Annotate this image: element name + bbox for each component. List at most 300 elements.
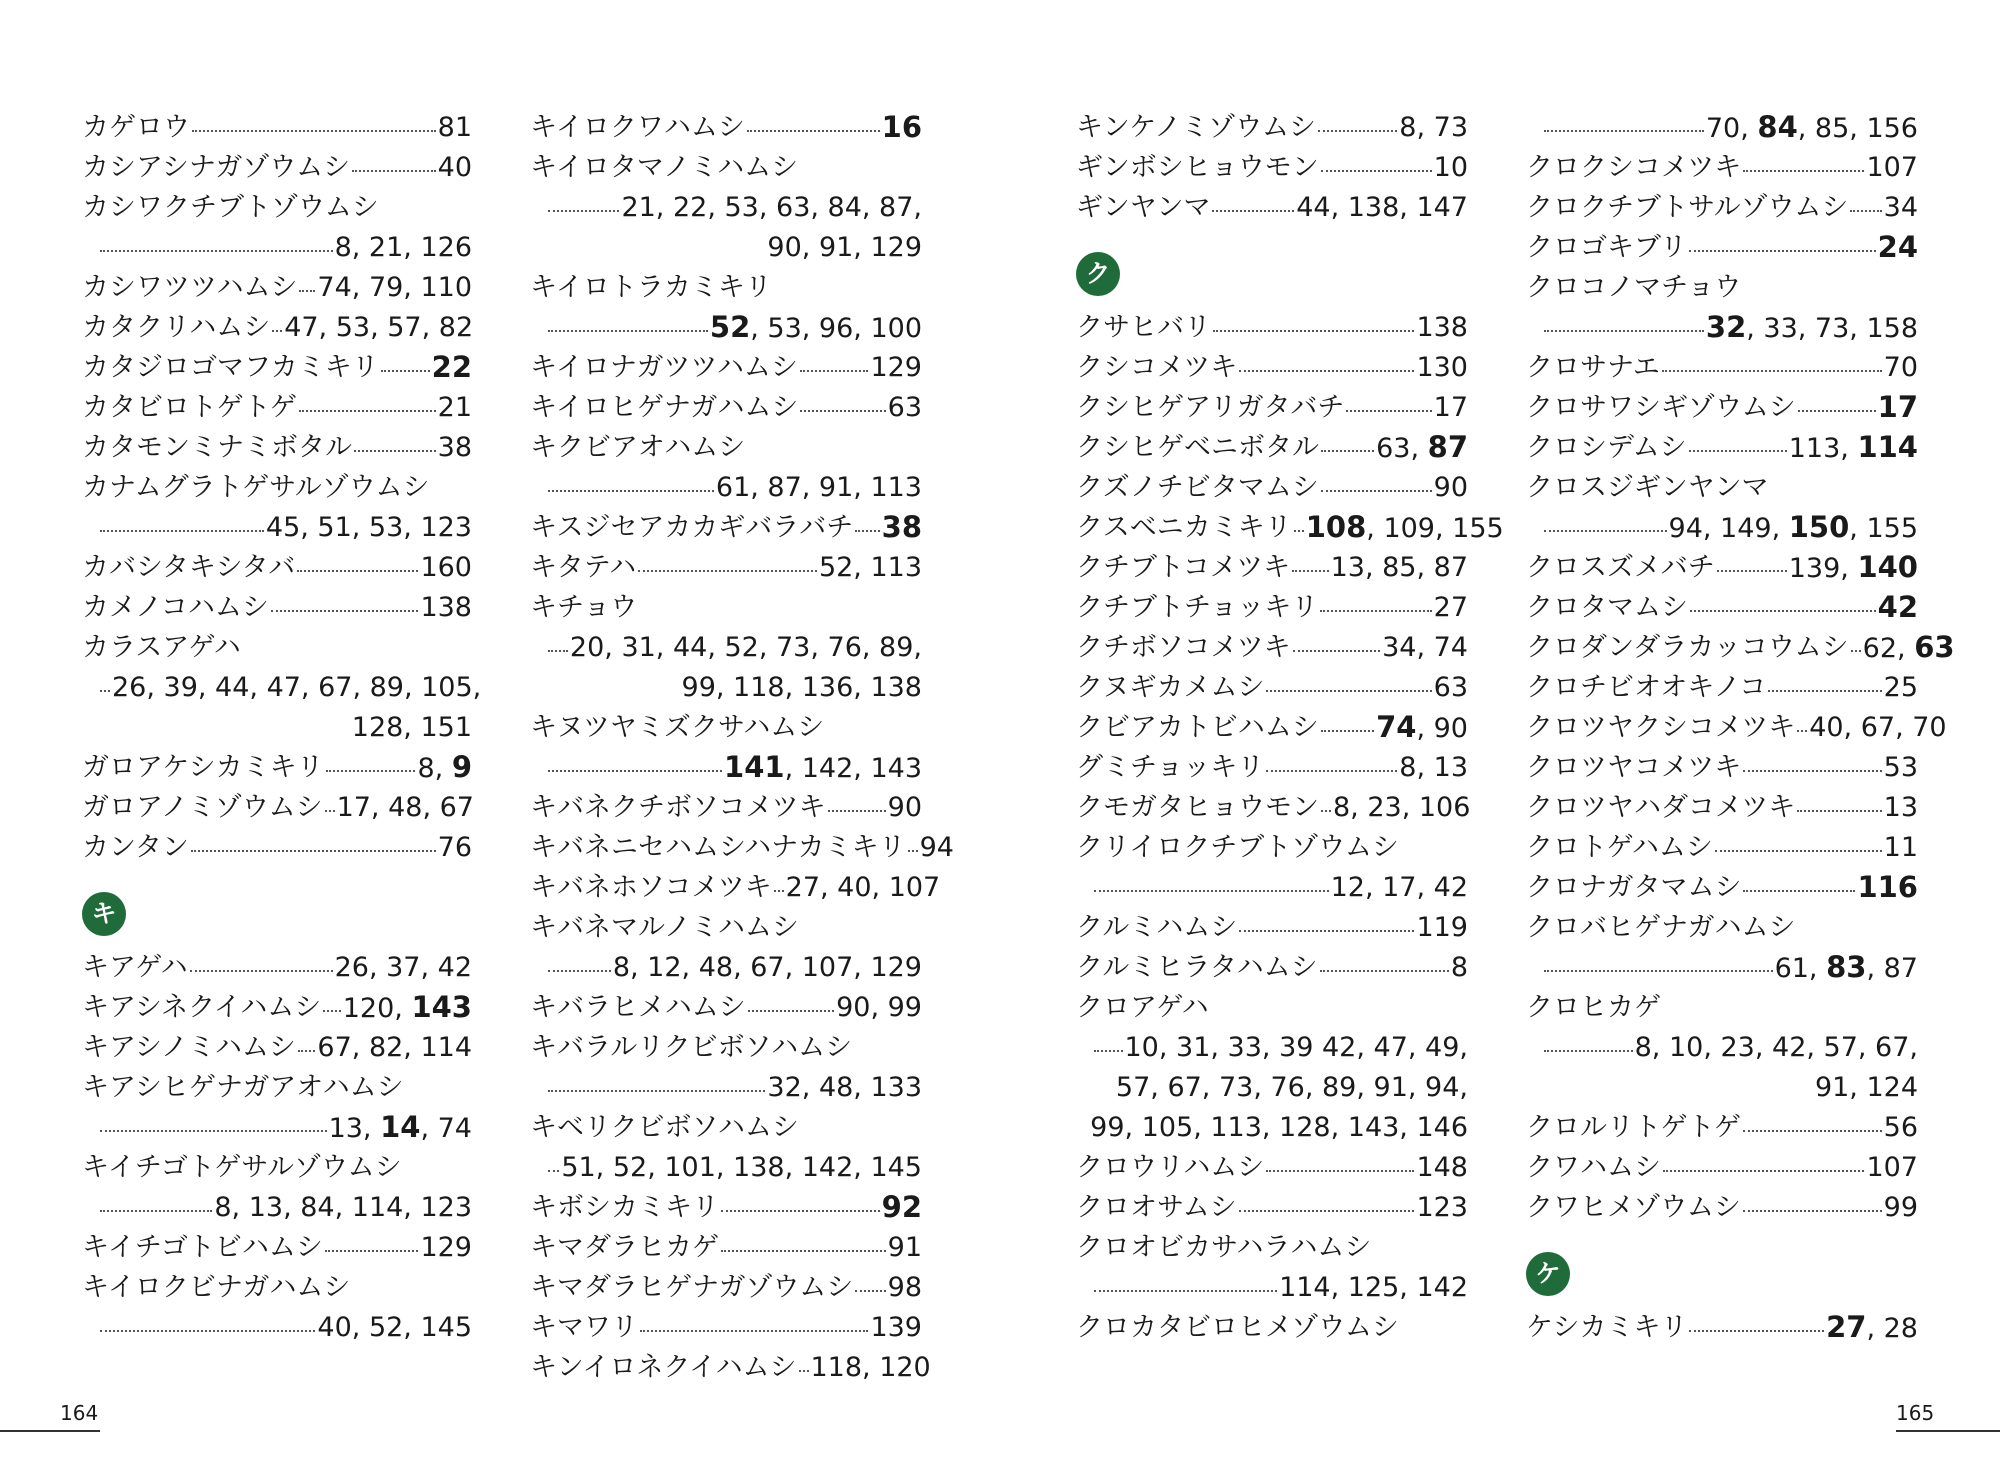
entry-name: カシワツツハムシ	[82, 272, 298, 303]
entry-name: クロナガタマムシ	[1526, 872, 1742, 903]
dot-leader	[1239, 370, 1414, 372]
index-entry	[82, 428, 472, 468]
index-entry	[1076, 468, 1468, 508]
page-refs	[438, 148, 472, 188]
entry-name: ガロアケシカミキリ	[82, 752, 324, 783]
page-refs	[438, 388, 472, 428]
entry-name: クロバヒゲナガハムシ	[1526, 912, 1796, 943]
page-ref: 90, 99	[836, 992, 922, 1023]
page-refs	[870, 1308, 922, 1348]
page-ref: 76	[437, 832, 472, 863]
entry-name: カナムグラトゲサルゾウムシ	[82, 472, 430, 503]
page-refs	[724, 747, 922, 789]
index-entry-continuation	[1076, 1068, 1468, 1108]
page-ref: 8, 23, 106	[1333, 792, 1471, 823]
index-entry	[1076, 988, 1468, 1028]
entry-name: クモガタヒョウモン	[1076, 792, 1319, 823]
index-entry	[530, 1188, 922, 1228]
page-ref-main: 16	[881, 110, 922, 144]
page-ref: 32, 48, 133	[767, 1072, 922, 1103]
dot-leader	[800, 410, 885, 412]
page-refs	[1809, 708, 1946, 748]
page-ref: 94	[919, 832, 954, 863]
index-column-2	[530, 108, 954, 1388]
dot-leader	[100, 1130, 327, 1132]
page-ref-main: 83	[1826, 950, 1867, 984]
dot-leader	[1294, 530, 1304, 532]
dot-leader	[323, 1010, 341, 1012]
index-entry	[1076, 148, 1468, 188]
page-refs	[1399, 748, 1468, 788]
page-refs	[1416, 908, 1468, 948]
entry-name: クロカタビロヒメゾウムシ	[1076, 1312, 1399, 1343]
dot-leader	[721, 1250, 886, 1252]
dot-leader	[192, 130, 436, 132]
index-entry-continuation	[1526, 108, 1918, 148]
page-refs	[836, 988, 922, 1028]
index-entry	[82, 468, 472, 508]
dot-leader	[100, 690, 110, 692]
dot-leader	[1544, 1050, 1633, 1052]
page-refs	[570, 628, 922, 668]
page-ref: , 87	[1866, 953, 1918, 984]
page-ref: 63	[1433, 672, 1468, 703]
entry-name: ケシカミキリ	[1526, 1312, 1688, 1343]
section-badge: キ	[82, 892, 126, 936]
page-refs	[1775, 947, 1918, 989]
page-ref: 40, 67, 70	[1809, 712, 1947, 743]
page-ref: 8, 73	[1399, 112, 1468, 143]
dot-leader	[190, 970, 333, 972]
entry-name: キイロクワハムシ	[530, 112, 745, 143]
dot-leader	[1690, 610, 1876, 612]
section-heading	[82, 868, 472, 948]
index-entry	[1076, 668, 1468, 708]
entry-name: ギンヤンマ	[1076, 192, 1211, 223]
page-refs	[1635, 1028, 1918, 1068]
page-ref: 45, 51, 53, 123	[265, 512, 472, 543]
section-badge: ケ	[1526, 1252, 1570, 1296]
page-refs	[1815, 1068, 1918, 1108]
page-refs	[786, 868, 941, 908]
index-entry	[1076, 1148, 1468, 1188]
page-ref: 20, 31, 44, 52, 73, 76, 89,	[569, 632, 922, 663]
entry-name: カタモンミナミボタル	[82, 432, 352, 463]
entry-name: クロクシコメツキ	[1526, 152, 1742, 183]
page-refs	[767, 228, 922, 268]
page-rule-left	[0, 1430, 100, 1432]
dot-leader	[354, 450, 436, 452]
page-ref: 8, 10, 23, 42, 57, 67,	[1634, 1032, 1918, 1063]
dot-leader	[1797, 810, 1881, 812]
page-ref-main: 32	[1705, 310, 1747, 344]
entry-name: クロトゲハムシ	[1526, 832, 1713, 863]
entry-name: カバシタキシタバ	[82, 552, 296, 583]
entry-name: キアシネクイハムシ	[82, 992, 322, 1023]
index-entry-continuation	[530, 948, 922, 988]
page-ref: , 74	[420, 1113, 472, 1144]
dot-leader	[1094, 1050, 1123, 1052]
page-ref: 38	[437, 432, 472, 463]
page-ref: 17, 48, 67	[336, 792, 474, 823]
page-ref: 139	[870, 1312, 922, 1343]
index-entry	[1526, 548, 1918, 588]
dot-leader	[297, 570, 418, 572]
dot-leader	[1213, 330, 1414, 332]
entry-name: クサヒバリ	[1076, 312, 1211, 343]
page-refs	[1331, 868, 1468, 908]
page-refs	[1416, 1148, 1468, 1188]
index-entry	[82, 748, 472, 788]
dot-leader	[747, 130, 880, 132]
index-entry-continuation	[530, 228, 922, 268]
entry-name: クロツヤハダコメツキ	[1526, 792, 1796, 823]
page-refs	[1416, 308, 1468, 348]
page-ref-main: 22	[431, 350, 472, 384]
page-refs	[882, 1187, 922, 1229]
entry-name: キアゲハ	[82, 952, 188, 983]
index-entry	[1526, 788, 1918, 828]
page-refs	[420, 548, 472, 588]
page-ref: 51, 52, 101, 138, 142, 145	[561, 1152, 922, 1183]
page-ref: , 109, 155	[1366, 513, 1504, 544]
page-refs	[613, 948, 922, 988]
dot-leader	[1346, 410, 1431, 412]
dot-leader	[1239, 930, 1414, 932]
page-refs	[1669, 507, 1918, 549]
index-entry	[530, 548, 922, 588]
index-entry-continuation	[1076, 1108, 1468, 1148]
index-entry-continuation	[1076, 1268, 1468, 1308]
entry-name: クチブトコメツキ	[1076, 552, 1291, 583]
page-ref: 10, 31, 33, 39 42, 47, 49,	[1124, 1032, 1468, 1063]
page-refs	[767, 1068, 922, 1108]
entry-name: クロサワシギゾウムシ	[1526, 392, 1796, 423]
index-entry	[530, 788, 922, 828]
dot-leader	[855, 530, 879, 532]
index-entry	[1526, 268, 1918, 308]
entry-name: キマワリ	[530, 1312, 638, 1343]
page-ref: 114, 125, 142	[1279, 1272, 1468, 1303]
dot-leader	[855, 1290, 885, 1292]
entry-name: クスベニカミキリ	[1076, 512, 1292, 543]
index-entry	[1526, 588, 1918, 628]
page-ref: 107	[1866, 152, 1918, 183]
entry-name: クロタマムシ	[1526, 592, 1688, 623]
page-ref-main: 141	[724, 750, 785, 784]
entry-name: カタクリハムシ	[82, 312, 271, 343]
index-entry	[82, 1028, 472, 1068]
page-ref: , 33, 73, 158	[1746, 313, 1918, 344]
entry-name: カシワクチブトゾウムシ	[82, 192, 379, 223]
page-refs	[1884, 668, 1918, 708]
dot-leader	[191, 850, 436, 852]
page-refs	[112, 668, 481, 708]
dot-leader	[1266, 770, 1397, 772]
entry-name: クワハムシ	[1526, 1152, 1661, 1183]
page-ref: 113,	[1788, 433, 1858, 464]
index-entry	[82, 148, 472, 188]
entry-name: クチブトチョッキリ	[1076, 592, 1319, 623]
page-ref: 44, 138, 147	[1296, 192, 1468, 223]
page-ref-main: 84	[1757, 110, 1798, 144]
page-ref: 99, 105, 113, 128, 143, 146	[1090, 1112, 1468, 1143]
index-entry	[82, 988, 472, 1028]
dot-leader	[548, 330, 708, 332]
index-entry	[82, 1268, 472, 1308]
page-ref-main: 150	[1788, 510, 1850, 544]
dot-leader	[1212, 210, 1294, 212]
page-ref: 90	[887, 792, 922, 823]
index-entry	[530, 108, 922, 148]
dot-leader	[1320, 970, 1449, 972]
entry-name: キボシカミキリ	[530, 1192, 719, 1223]
page-refs	[888, 1228, 922, 1268]
index-entry-continuation	[1076, 1028, 1468, 1068]
page-ref: 17	[1433, 392, 1468, 423]
page-refs	[888, 1268, 922, 1308]
index-entry	[82, 348, 472, 388]
dot-leader	[1293, 650, 1380, 652]
entry-name: キイチゴトビハムシ	[82, 1232, 323, 1263]
dot-leader	[1321, 490, 1432, 492]
page-ref: 26, 37, 42	[334, 952, 472, 983]
index-entry	[1526, 228, 1918, 268]
index-entry	[1076, 1188, 1468, 1228]
page-refs	[266, 508, 472, 548]
index-entry	[530, 388, 922, 428]
page-refs	[1884, 748, 1918, 788]
index-entry	[82, 548, 472, 588]
entry-name: カメノコハムシ	[82, 592, 269, 623]
entry-name: キバラルリクビボソハムシ	[530, 1032, 853, 1063]
index-entry-continuation	[530, 748, 922, 788]
index-entry	[1076, 908, 1468, 948]
page-refs	[1789, 547, 1918, 589]
entry-name: キイロトラカミキリ	[530, 272, 772, 303]
index-entry	[82, 308, 472, 348]
index-entry	[1076, 508, 1504, 548]
page-ref: 129	[420, 1232, 472, 1263]
index-entry	[530, 588, 922, 628]
entry-name: クロアゲハ	[1076, 992, 1209, 1023]
dot-leader	[548, 490, 714, 492]
dot-leader	[1266, 690, 1431, 692]
page-refs	[1279, 1268, 1468, 1308]
page-refs	[1434, 388, 1468, 428]
index-entry	[1526, 748, 1918, 788]
entry-name: キイロタマノミハムシ	[530, 152, 799, 183]
dot-leader	[100, 250, 333, 252]
page-refs	[888, 788, 922, 828]
entry-name: クズノチビタマムシ	[1076, 472, 1319, 503]
page-ref: 81	[437, 112, 472, 143]
dot-leader	[548, 1090, 765, 1092]
dot-leader	[721, 1210, 880, 1212]
page-ref: 27	[1433, 592, 1468, 623]
index-entry-continuation	[530, 468, 922, 508]
dot-leader	[271, 610, 419, 612]
entry-name: クロコノマチョウ	[1526, 272, 1742, 303]
page-refs	[1884, 188, 1918, 228]
dot-leader	[299, 410, 436, 412]
dot-leader	[100, 530, 264, 532]
entry-name: クロダンダラカッコウムシ	[1526, 632, 1849, 663]
page-refs	[819, 548, 922, 588]
entry-name: キイロヒゲナガハムシ	[530, 392, 799, 423]
page-ref: 21, 22, 53, 63, 84, 87,	[621, 192, 922, 223]
entry-name: クルミヒラタハムシ	[1076, 952, 1318, 983]
page-refs	[1789, 427, 1918, 469]
page-ref: 8, 21, 126	[334, 232, 472, 263]
page-ref: 107	[1866, 1152, 1918, 1183]
page-ref: 128, 151	[351, 712, 472, 743]
dot-leader	[1850, 210, 1881, 212]
index-entry	[530, 908, 922, 948]
page-ref: 8, 13	[1399, 752, 1468, 783]
page-ref: 34, 74	[1382, 632, 1468, 663]
entry-name: キヌツヤミズクサハムシ	[530, 712, 825, 743]
dot-leader	[325, 810, 335, 812]
index-entry	[82, 388, 472, 428]
index-entry	[1076, 628, 1468, 668]
dot-leader	[1743, 1210, 1882, 1212]
entry-name: クヌギカメムシ	[1076, 672, 1265, 703]
index-entry	[530, 508, 922, 548]
page-ref: 62,	[1862, 633, 1915, 664]
dot-leader	[100, 1330, 315, 1332]
entry-name: ギンボシヒョウモン	[1076, 152, 1319, 183]
index-entry	[1526, 148, 1918, 188]
page-ref: , 90	[1416, 713, 1468, 744]
page-refs	[420, 1228, 472, 1268]
page-refs	[561, 1148, 922, 1188]
page-ref: 40, 52, 145	[317, 1312, 472, 1343]
index-column-4	[1526, 108, 1955, 1348]
entry-name: クロスズメバチ	[1526, 552, 1715, 583]
index-entry	[1076, 108, 1468, 148]
dot-leader	[1851, 650, 1861, 652]
page-ref-main: 63	[1914, 630, 1955, 664]
entry-name: クシヒゲアリガタバチ	[1076, 392, 1345, 423]
index-entry	[1076, 348, 1468, 388]
page-ref-main: 27	[1826, 1310, 1867, 1344]
page-refs	[317, 268, 472, 308]
entry-name: キバネニセハムシハナカミキリ	[530, 832, 906, 863]
dot-leader	[1266, 1170, 1414, 1172]
page-refs	[438, 428, 472, 468]
page-refs	[1878, 587, 1918, 629]
index-entry-continuation	[1526, 1028, 1918, 1068]
index-entry	[82, 948, 472, 988]
index-entry	[1076, 308, 1468, 348]
page-ref: 8, 12, 48, 67, 107, 129	[612, 952, 922, 983]
index-entry	[530, 828, 954, 868]
index-entry	[82, 268, 472, 308]
page-ref: 47, 53, 57, 82	[284, 312, 474, 343]
entry-name: キンケノミゾウムシ	[1076, 112, 1317, 143]
index-entry	[1076, 788, 1471, 828]
dot-leader	[908, 850, 918, 852]
page-ref: 67, 82, 114	[317, 1032, 472, 1063]
index-entry	[82, 108, 472, 148]
entry-name: クロウリハムシ	[1076, 1152, 1265, 1183]
page-refs	[335, 948, 472, 988]
page-refs	[214, 1188, 472, 1228]
page-refs	[1884, 348, 1918, 388]
page-refs	[420, 588, 472, 628]
page-ref: 70	[1883, 352, 1918, 383]
index-entry	[530, 1028, 922, 1068]
entry-name: キタテハ	[530, 552, 637, 583]
index-entry	[82, 188, 472, 228]
page-ref: 130	[1416, 352, 1468, 383]
index-entry-continuation	[530, 628, 922, 668]
index-entry-continuation	[82, 668, 482, 708]
index-entry	[82, 588, 472, 628]
index-entry-continuation	[82, 1188, 472, 1228]
page-refs	[1884, 1108, 1918, 1148]
dot-leader	[1717, 570, 1787, 572]
page-ref: , 85, 156	[1797, 113, 1918, 144]
dot-leader	[1094, 1290, 1277, 1292]
page-refs	[1866, 1148, 1918, 1188]
entry-name: キイロナガツツハムシ	[530, 352, 798, 383]
entry-name: カシアシナガゾウムシ	[82, 152, 351, 183]
index-entry	[1526, 708, 1947, 748]
page-refs	[335, 228, 472, 268]
entry-name: クロクチブトサルゾウムシ	[1526, 192, 1849, 223]
index-entry	[530, 428, 922, 468]
page-ref: 13,	[328, 1113, 381, 1144]
page-refs	[417, 747, 472, 789]
index-entry	[1526, 468, 1918, 508]
page-number-left: 164	[60, 1401, 99, 1425]
page-ref-main: 9	[451, 750, 472, 784]
page-refs	[1857, 867, 1918, 909]
index-entry-continuation	[1076, 868, 1468, 908]
entry-name: クロツヤコメツキ	[1526, 752, 1742, 783]
index-entry	[82, 1148, 472, 1188]
page-ref: 34	[1883, 192, 1918, 223]
entry-name: カンタン	[82, 832, 189, 863]
index-entry	[1526, 628, 1955, 668]
dot-leader	[272, 330, 282, 332]
index-entry-continuation	[82, 508, 472, 548]
index-entry	[530, 1268, 922, 1308]
page-refs	[1884, 1188, 1918, 1228]
index-column-3	[1076, 108, 1504, 1348]
section-badge: ク	[1076, 252, 1120, 296]
page-ref: 53	[1883, 752, 1918, 783]
page-refs	[1306, 507, 1504, 549]
dot-leader	[799, 1370, 809, 1372]
entry-name: キバネマルノミハムシ	[530, 912, 799, 943]
entry-name: キベリクビボソハムシ	[530, 1112, 799, 1143]
entry-name: クワヒメゾウムシ	[1526, 1192, 1741, 1223]
index-entry	[530, 708, 922, 748]
page-refs	[882, 107, 922, 149]
page-refs	[1376, 427, 1468, 469]
entry-name: クロサナエ	[1526, 352, 1660, 383]
entry-name: クロヒカゲ	[1526, 992, 1661, 1023]
index-entry	[1526, 428, 1918, 468]
index-entry	[1076, 1228, 1468, 1268]
page-ref: 11	[1883, 832, 1918, 863]
index-entry-continuation	[82, 708, 472, 748]
page-ref: 8,	[417, 753, 452, 784]
entry-name: クシヒゲベニボタル	[1076, 432, 1319, 463]
